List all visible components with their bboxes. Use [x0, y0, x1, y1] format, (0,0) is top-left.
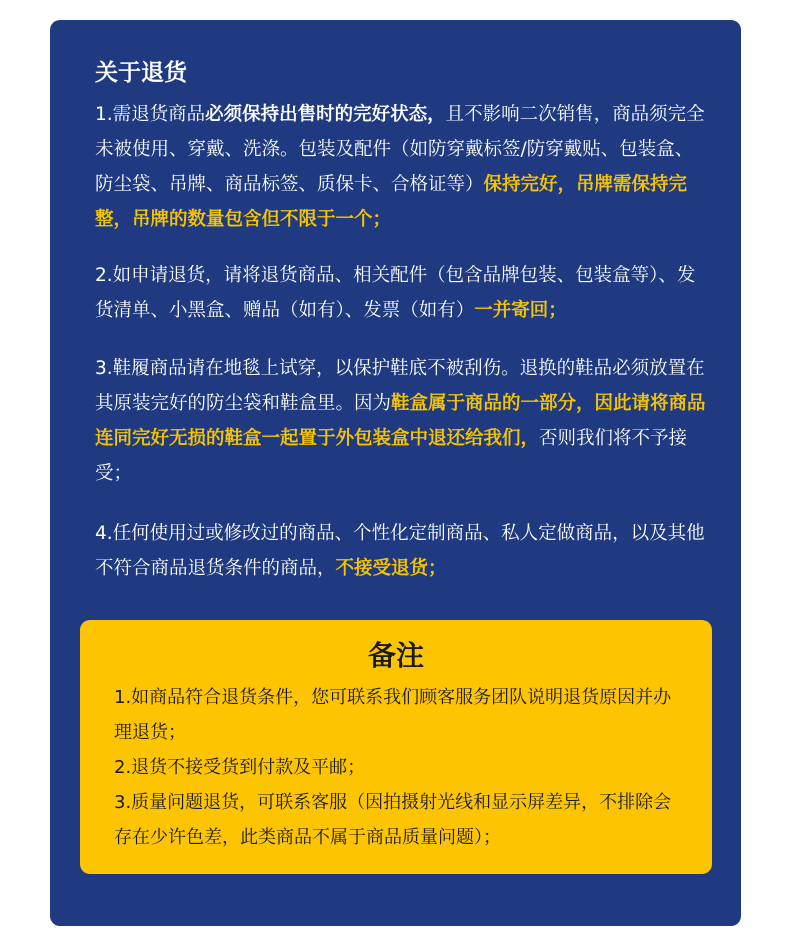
policy-paragraph-2 [95, 258, 707, 328]
note-title: 备注 [367, 639, 424, 672]
text: 4.任何使用过或修改过的商品、个性化定制商品、私人定做商品，以及其他不符合商品退货条件的商品， [95, 523, 705, 579]
note-item: 2.退货不接受货到付款及平邮； [114, 757, 366, 778]
note-list [114, 680, 684, 855]
highlight-text: 不接受退货； [335, 558, 447, 579]
highlight-text: 保持完好，吊牌需保持完整，吊牌的数量包含但不限于一个； [95, 174, 688, 230]
note-box [80, 620, 712, 874]
text: 3.鞋履商品请在地毯上试穿，以保护鞋底不被刮伤。退换的鞋品必须放置在其原装完好的防尘袋和鞋盒里。因为 [95, 358, 705, 414]
text: 2.如申请退货，请将退货商品、相关配件（包含品牌包装、包装盒等）、发货清单、小黑盒、赠品（如有）、发票（如有） [95, 265, 696, 321]
note-item: 3.质量问题退货，可联系客服（因拍摄射光线和显示屏差异，不排除会存在少许色差，此类商品不属于商品质量问题）； [114, 792, 672, 848]
emphasis-text: 必须保持出售时的完好状态， [205, 104, 446, 125]
policy-paragraph-4 [95, 516, 707, 586]
highlight-text: 一并寄回； [474, 300, 567, 321]
text: 且不影响二次销售，商品须完全未被使用、穿戴、洗涤。包装及配件（如防穿戴标签/防穿戴贴、包装盒、防尘袋、吊牌、商品标签、质保卡、合格证等） [95, 104, 705, 195]
policy-paragraph-3 [95, 351, 707, 491]
note-item: 1.如商品符合退货条件，您可联系我们顾客服务团队说明退货原因并办理退货； [114, 687, 672, 743]
text: 否则我们将不予接受； [95, 428, 688, 484]
policy-paragraph-1 [95, 97, 707, 237]
section-title: 关于退货 [95, 60, 187, 86]
highlight-text: 鞋盒属于商品的一部分，因此请将商品连同完好无损的鞋盒一起置于外包装盒中退还给我们， [95, 393, 706, 449]
text: 1.需退货商品 [95, 104, 206, 125]
return-policy-card [50, 20, 741, 926]
